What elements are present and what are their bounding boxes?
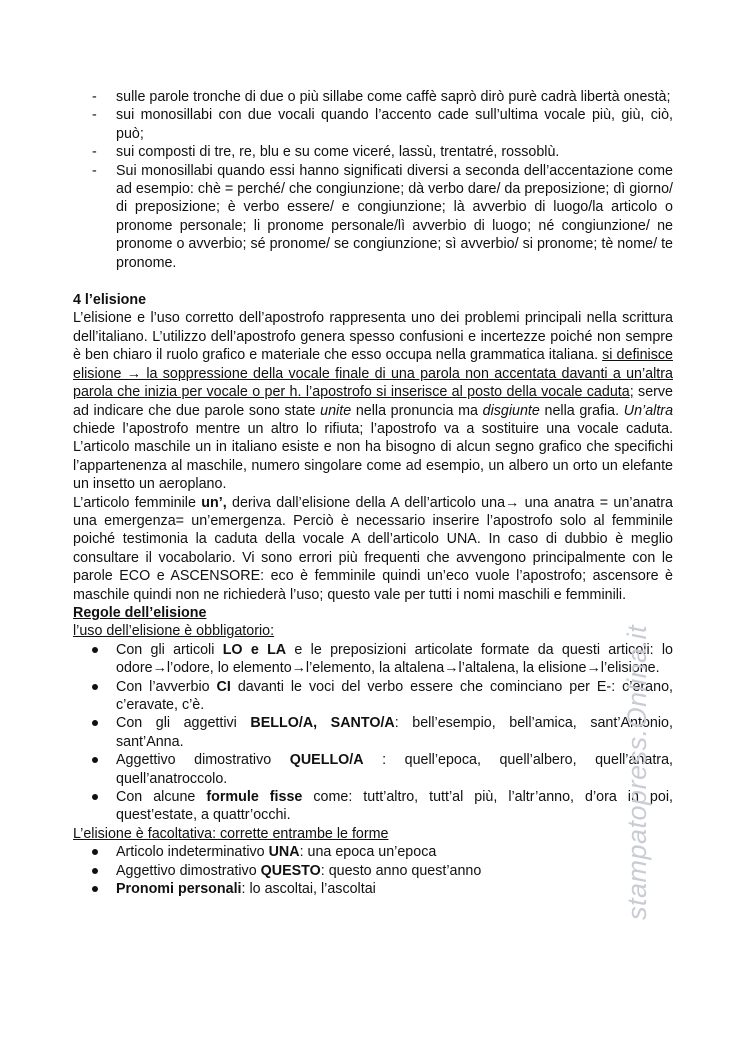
rules-heading: Regole dell’elisione — [73, 604, 207, 621]
list-item — [73, 678, 673, 715]
list-item: - sui composti di tre, re, blu e su come viceré, lassù, trentatré, rossoblù. — [73, 143, 673, 161]
list-item — [73, 862, 673, 880]
document-page — [73, 88, 673, 898]
item-text: e le preposizioni articolate formate da questi articoli: lo odore→l’odore, lo elemento→l’elemento, la altalena→l’altalena, la elisione→l’elisione. — [116, 641, 674, 677]
item-text: come: tutt’altro, tutt’al più, l’altr’anno, d’ora in poi, quest’estate, a quattr’occhi. — [116, 789, 673, 824]
item-text: Con alcune — [116, 789, 207, 806]
emphasis-text: Un’altra — [623, 402, 674, 419]
mandatory-list — [73, 641, 673, 825]
bold-text: CI — [216, 678, 231, 695]
accent-rules-list — [73, 88, 673, 272]
paragraph-text: serve ad indicare che due parole sono state — [73, 384, 674, 419]
item-text: : lo ascoltai, l’ascoltai — [241, 881, 376, 898]
item-text: Aggettivo dimostrativo — [116, 862, 261, 879]
item-text: : una epoca un’epoca — [299, 844, 437, 861]
mandatory-heading: l’uso dell’elisione è obbligatorio: — [73, 623, 275, 640]
section-title: 4 l’elisione — [73, 292, 147, 309]
item-text: davanti le voci del verbo essere che cominciano per E-: c’erano, c’eravate, c’è. — [116, 678, 673, 713]
item-text: : quell’epoca, quell’albero, quell’anatra, quell’anatroccolo. — [116, 752, 673, 787]
watermark: stampatopress.Onlina.it — [622, 624, 652, 920]
bold-text: UNA — [268, 844, 300, 861]
bold-text: Pronomi personali — [116, 881, 242, 898]
item-text: Articolo indeterminativo — [116, 844, 269, 861]
optional-list — [73, 843, 673, 898]
article-paragraph — [73, 494, 673, 604]
paragraph-text: L’articolo femminile — [73, 494, 202, 511]
list-item: - sui monosillabi con due vocali quando l’accento cade sull’ultima vocale più, giù, ciò, può; — [73, 106, 673, 143]
intro-paragraph — [73, 309, 673, 493]
paragraph-text: L’elisione e l’uso corretto dell’apostrofo rappresenta uno dei problemi principali nella scrittura dell’italiano. L’utilizzo dell’apostrofo genera spesso confusioni e incertezze poiché non sempre è ben chiaro il ruolo grafico e materiale che esso occupa nella grammatica italiana. — [73, 310, 673, 364]
emphasis-text: unite — [320, 402, 352, 419]
bold-text: QUESTO — [260, 862, 321, 879]
optional-heading: L’elisione è facoltativa: corrette entrambe le forme — [73, 825, 389, 842]
list-item — [73, 751, 673, 788]
paragraph-text: deriva dall’elisione della A dell’articolo una→ una anatra = un’anatra una emergenza= un’emergenza. Perciò è necessario inserire l’apostrofo solo al femminile poiché testimonia la caduta della vocale A dell’articolo UNA. In caso di dubbio è meglio consultare il vocabolario. Vi sono errori più frequenti che avvengono principalmente con le parole ECO e ASCENSORE: eco è femminile quindi un’eco vuole l’apostrofo; ascensore è maschile quindi non ne richiederà l’uso; questo vale per tutti i nomi maschili e femminili. — [73, 494, 673, 603]
list-item — [73, 641, 673, 678]
item-text: Con gli articoli — [116, 641, 223, 658]
item-text: : bell’esempio, bell’amica, sant’Antonio, sant’Anna. — [116, 715, 673, 750]
paragraph-text: chiede l’apostrofo mentre un altro lo rifiuta; l’apostrofo va a sostituire una vocale caduta. L’articolo maschile un in italiano esiste e non ha bisogno di alcun segno grafico che specifichi l’appartenenza al maschile, numero singolare come ad esempio, un albero un orto un elefante un insetto un aeroplano. — [73, 420, 673, 493]
list-item: - Sui monosillabi quando essi hanno significati diversi a seconda dell’accentazione come ad esempio: chè = perché/ che congiunzione; dà verbo dare/ da preposizione; dì giorno/ di preposizione; è verbo essere/ e congiunzione; là avverbio di luogo/la articolo o pronome personale; li pronome personale/lì avverbio di luogo; né congiunzione/ ne pronome o avverbio; sé pronome/ se congiunzione; sì avverbio/ si pronome; tè nome/ te pronome. — [73, 162, 673, 272]
list-item — [73, 843, 673, 861]
list-item: - sulle parole tronche di due o più sillabe come caffè saprò dirò purè cadrà libertà onestà; — [73, 88, 673, 106]
bold-text: un’, — [201, 494, 227, 511]
bold-text: QUELLO/A — [289, 752, 364, 769]
definition-text: si definisce elisione → la soppressione della vocale finale di una parola non accentata davanti a un’altra parola che inizia per vocale o per h. l’apostrofo si inserisce al posto della vocale caduta; — [73, 347, 673, 401]
paragraph-text: nella grafia. — [539, 402, 624, 419]
bold-text: LO e LA — [222, 641, 287, 658]
item-text: : questo anno quest’anno — [320, 862, 482, 879]
list-item — [73, 788, 673, 825]
paragraph-text: nella pronuncia ma — [351, 402, 483, 419]
list-item — [73, 880, 673, 898]
item-text: Aggettivo dimostrativo — [116, 752, 290, 769]
item-text: Con l’avverbio — [116, 678, 217, 695]
bold-text: formule fisse — [206, 789, 303, 806]
item-text: Con gli aggettivi — [116, 715, 251, 732]
emphasis-text: disgiunte — [482, 402, 540, 419]
list-item — [73, 714, 673, 751]
bold-text: BELLO/A, SANTO/A — [250, 715, 395, 732]
